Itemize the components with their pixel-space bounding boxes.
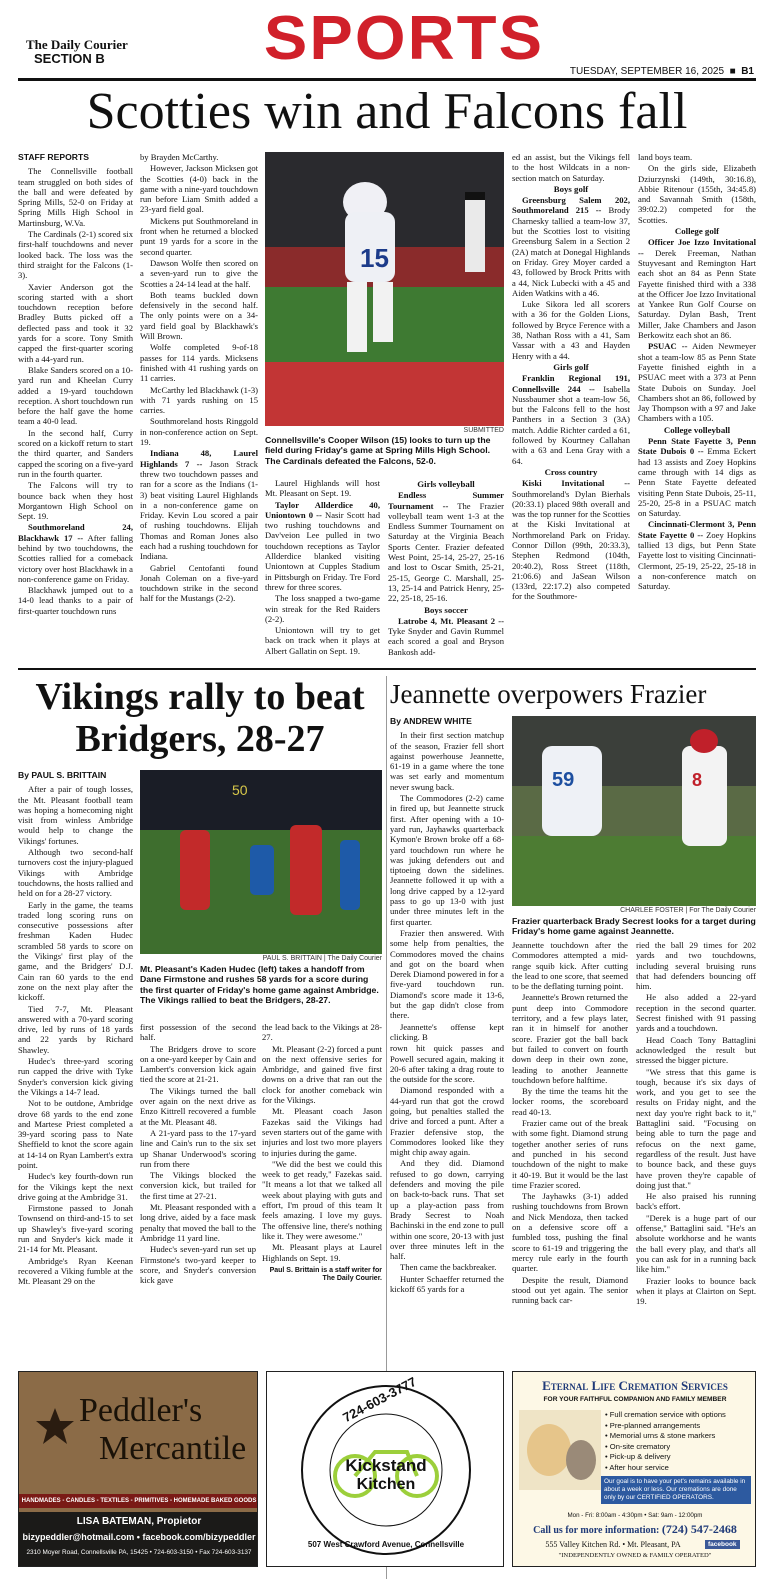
story1-photo-credit: SUBMITTED: [463, 427, 504, 434]
paragraph: Although two second-half turnovers cost the injury-plagued Vikings with Ambridge touchdowns, the hosts rallied and held on for a 28-27 victory.: [18, 847, 133, 899]
paragraph: the lead back to the Vikings at 28-27.: [262, 1022, 382, 1043]
paragraph: Greensburg Salem 202, Southmoreland 215 -- Brody Charnesky tallied a team-low 37, but the Scotties lost to visiting Greensburg Salem in a Section 2 (2A) match at Donegal Highlands on Friday. Grey Moyer carded a 43, followed by Brock Pritts with a 44, Nick Lubecki with a 45 and Aiden Watkins with a 46.: [512, 195, 630, 298]
paragraph: Latrobe 4, Mt. Pleasant 2 -- Tyke Snyder and Gavin Rummel each scored a goal and Bryson Bankosh add-: [388, 615, 504, 657]
paragraph: Frazier came out of the break with some fight. Diamond strung together another series of runs and punched in his second touchdown of the night to make it 40-19. But it would be the last time Frazier scored.: [512, 1118, 628, 1190]
paragraph: By the time the teams hit the locker rooms, the scoreboard read 40-13.: [512, 1086, 628, 1117]
paragraph: Mt. Pleasant coach Jason Fazekas said the Vikings had seven starters out of the game with injuries and lost two more players to injuries during the game.: [262, 1106, 382, 1158]
paragraph: Despite the result, Diamond stood out yet again. The senior running back car-: [512, 1274, 628, 1306]
paragraph: The Falcons will try to bounce back when they host Morgantown High School on Sept. 19.: [18, 480, 133, 522]
paragraph: He also added a 22-yard reception in the second quarter. Secrest finished with 91 passing yards and a touchdown.: [636, 992, 756, 1034]
paragraph: Frazier then answered. With some help from penalties, the Commodores moved the chains and got on the board when Derek Diamond powered in for a five-yard touchdown run. Diamond's score made it 13-6, but the gap didn't close from there.: [390, 927, 504, 1021]
paragraph: Early in the game, the teams traded long scoring runs on consecutive possessions after freshman Kaden Hudec scrambled 58 yards to score on the Vikings' first play of the game, and the Bridgers' D.J. Cain ran 60 yards to the end zone on the next play after the kickoff.: [18, 899, 133, 1003]
paragraph: After a pair of tough losses, the Mt. Pleasant football team was hoping a homecoming night visit from winless Ambridge would help to change the Vikings' fortunes.: [18, 784, 133, 846]
story1-col1: [18, 152, 133, 617]
peddlers-name-line2: Mercantile: [99, 1430, 247, 1467]
facebook-icon[interactable]: facebook: [705, 1540, 740, 1549]
story1-photo: [265, 152, 504, 426]
paragraph: Tied 7-7, Mt. Pleasant answered with a 70-yard scoring drive, led by runs of 18 yards and 22 yards by Richard Shawley.: [18, 1003, 133, 1055]
eternal-hours: Mon - Fri: 8:00am - 4:30pm • Sat: 9am - 12:00pm: [567, 1512, 703, 1519]
paragraph: The Jayhawks (3-1) added rushing touchdowns from Brown and Nick Mendoza, then tacked on a defensive score off a fumbled toss, pushing the final score to 61-19 and triggering the mercy rule early in the fourth quarter.: [512, 1191, 628, 1274]
peddlers-banner: HANDMADES - CANDLES - TEXTILES - PRIMITIVES - HOMEMADE BAKED GOODS: [19, 1494, 258, 1508]
paragraph: Hunter Schaeffer returned the kickoff 65 yards for a: [390, 1273, 504, 1295]
paragraph: Gabriel Centofanti found Jonah Coleman on a five-yard touchdown strike in the second half for the Mustangs (2-2).: [140, 562, 258, 604]
kickstand-name-line2: Kitchen: [356, 1476, 416, 1493]
paragraph: Jeannette's Brown returned the punt deep into Commodore territory, and a few plays later, ran it in himself for another score. Frazier got the ball back but failed to convert on fourth down deep in their own zone, leading to another Jeannette touchdown before halftime.: [512, 992, 628, 1085]
paragraph: Both teams buckled down defensively in the second half. The only points were on a 34-yard field goal by Blackhawk's Will Brown.: [140, 289, 258, 342]
eternal-address: 555 Valley Kitchen Rd. • Mt. Pleasant, PA: [545, 1540, 681, 1549]
paragraph: Jeannette touchdown after the Commodores attempted a mid-range squib kick. After cutting the lead to one score, that seemed to be the deflating turning point.: [512, 940, 628, 992]
paragraph: "Derek is a huge part of our offense," Battaglini said. "He's an absolute workhorse and he wants the ball every play, and that's all you can ask for in a running back like him.": [636, 1212, 756, 1275]
paragraph: Indiana 48, Laurel Highlands 7 -- Jason Strack threw two touchdown passes and ran for a score as the Indians (1-3) beat visiting Laurel Highlands in a non-conference game on Friday. Kevin Lou scored a pair of rushing touchdowns. Elijah Thomas and Roman Jones also each had a rushing touchdown for Indiana.: [140, 448, 258, 562]
story2-byline: By PAUL S. BRITTAIN: [18, 770, 107, 780]
story2-col1: [18, 770, 133, 1288]
paragraph: McCarthy led Blackhawk (1-3) with 71 yards rushing on 15 carries.: [140, 384, 258, 416]
story2-tagline: Paul S. Brittain is a staff writer for The Daily Courier.: [269, 1266, 382, 1283]
page-number: B1: [741, 66, 754, 77]
story1-col5: [512, 152, 630, 603]
paragraph: The Connellsville football team struggled on both sides of the ball and were defeated by Spring Mills, 52-0 on Friday at Spring Mills High School in Martinsburg, W.Va.: [18, 166, 133, 228]
paragraph: In the second half, Curry scored on a kickoff return to start the third quarter, and Sanders capped the scoring on a five-yard run in the fourth quarter.: [18, 427, 133, 479]
list-item: • Memorial urns & stone markers: [605, 1431, 716, 1441]
paragraph: first possession of the second half.: [140, 1022, 256, 1043]
list-item: • Pre-planned arrangements: [605, 1420, 701, 1430]
paragraph: The Vikings turned the ball over again on the next drive as Enzo Kittrell recovered a fumble at the Mt. Pleasant 48.: [140, 1085, 256, 1127]
svg-text:59: 59: [552, 769, 575, 791]
paragraph: Jeannette's offense kept clicking. B: [390, 1021, 504, 1042]
paragraph: Blackhawk jumped out to a 14-0 lead thanks to a pair of first-quarter touchdown runs: [18, 585, 133, 616]
story3-col1: [390, 716, 504, 1295]
story1-col6: [638, 152, 756, 592]
star-icon: [35, 1406, 75, 1446]
list-item: • On-site crematory: [605, 1441, 671, 1451]
subhead: Boys soccer: [424, 604, 468, 615]
paragraph: Dawson Wolfe then scored on a seven-yard run to give the Scotties a 24-14 lead at the half.: [140, 257, 258, 289]
sports-title: SPORTS: [263, 4, 545, 73]
section-label: SECTION B: [34, 51, 105, 66]
paragraph: Not to be outdone, Ambridge drove 68 yards to the end zone and Martese Priest completed a 39-yard scoring pass to Nate Sheffield to knot the score again at 14-14 on Ryan Lambert's extra point.: [18, 1098, 133, 1170]
subhead: College volleyball: [663, 424, 731, 435]
paragraph: Ambridge's Ryan Keenan recovered a Viking fumble at the Mt. Pleasant 29 on the: [18, 1255, 133, 1287]
story2-headline: Vikings rally to beat Bridgers, 28-27: [35, 676, 365, 760]
story2-photo: [140, 770, 382, 954]
story1-col3: [265, 478, 380, 657]
paragraph: Mt. Pleasant (2-2) forced a punt on the next offensive series for Ambridge, and gained five first downs on a drive that ran out the clock for another comeback win for the Vikings.: [262, 1043, 382, 1106]
paragraph: On the girls side, Elizabeth Dziurzynski (149th, 30:16.8), Abbie Ritenour (155th, 34:45.8) and Savannah Smith (158th, 39:02.2) competed for the Scotties.: [638, 163, 756, 225]
eternal-services: [605, 1410, 753, 1474]
subhead: Boys golf: [553, 183, 589, 194]
paragraph: Uniontown will try to get back on track when it plays at Albert Gallatin on Sept. 19.: [265, 625, 380, 656]
paragraph: The Commodores (2-2) came in fired up, but Jeannette struck first. After opening with a 10-yard run, Jayhawks quarterback Kymon'e Brown broke off a 68-yard touchdown run where he was juking defenders out and tiptoeing down the sidelines. Jeannette followed it up with a long drive capped by a 12-yard pass to go up 13-0 with just under three minutes left in the first quarter.: [390, 793, 504, 927]
pet-photo: [519, 1410, 601, 1490]
eternal-call[interactable]: [517, 1522, 753, 1537]
paragraph: In their first section matchup of the season, Frazier fell short against powerhouse Jeannette, 61-19 in a game where the tone was set early and momentum never swung back.: [390, 730, 504, 792]
eternal-goal: Our goal is to have your pet's remains available in about a week or less. Our cremations are done only by our CERTIFIED OPERATORS.: [601, 1476, 751, 1504]
paragraph: Firmstone passed to Jonah Townsend on third-and-15 to set up Shawley's five-yard scoring run and Snyder's kick made it 21-14 for Mt. Pleasant.: [18, 1203, 133, 1255]
eternal-title: Eternal Life Cremation Services: [542, 1378, 728, 1393]
peddlers-owner: LISA BATEMAN, Propietor: [76, 1516, 202, 1527]
paragraph: ried the ball 29 times for 202 yards and two touchdowns, including several bruising runs that had defenders bouncing off him.: [636, 940, 756, 992]
story1-byline: STAFF REPORTS: [18, 152, 89, 162]
kickstand-kitchen-ad[interactable]: [266, 1371, 504, 1567]
story1-caption: Connellsville's Cooper Wilson (15) looks to turn up the field during Friday's game at Spring Mills High School. The Cardinals defeated the Falcons, 52-0.: [265, 435, 491, 466]
paragraph: Then came the backbreaker.: [400, 1262, 497, 1273]
subhead: Cross country: [544, 466, 598, 477]
kickstand-address: 507 West Crawford Avenue, Connellsville: [307, 1540, 465, 1549]
story1-col2: [140, 152, 258, 605]
paragraph: Head Coach Tony Battaglini acknowledged the result but stressed the bigger picture.: [636, 1034, 756, 1066]
story3-headline: Jeannette overpowers Frazier: [390, 679, 707, 709]
paragraph: Luke Sikora led all scorers with a 36 for the Golden Lions, followed by Bryce Ference with a 38, Nathan Ross with a 41, Sam Vassar with a 43 and Hayden Henry with a 44.: [512, 299, 630, 361]
peddlers-contact[interactable]: bizypeddler@hotmail.com • facebook.com/bizypeddler: [22, 1532, 256, 1542]
eternal-subtitle: FOR YOUR FAITHFUL COMPANION AND FAMILY MEMBER: [543, 1396, 727, 1403]
paragraph: Hudec's key fourth-down run for the Vikings kept the next drive going at the Ambridge 31.: [18, 1171, 133, 1202]
paragraph: Diamond responded with a 44-yard run that got the crowd going, but penalties stalled the drive and forced a punt. After a Frazier defensive stop, the Commodores looked like they might chip away again.: [390, 1085, 504, 1158]
paragraph: Endless Summer Tournament -- The Frazier volleyball team went 1-3 at the Endless Summer Tournament on Saturday at the Virginia Beach Sports Center. Frazier defeated West Point, 25-14, 25-27, 25-16 and lost to Oscar Smith, 25-21, 25-15, George C. Marshall, 25-13, 25-14 and Patrick Henry, 25-22, 25-18, 25-16.: [388, 490, 504, 604]
svg-text:8: 8: [692, 770, 703, 790]
list-item: • Pick-up & delivery: [605, 1452, 671, 1462]
story3-caption: Frazier quarterback Brady Secrest looks for a target during Friday's home game against Jeannette.: [512, 916, 756, 937]
story3-photo: [512, 716, 756, 906]
eternal-tag: "INDEPENDENTLY OWNED & FAMILY OPERATED": [558, 1552, 712, 1559]
eternal-phone[interactable]: (724) 547-2468: [661, 1522, 737, 1536]
story1-headline: Scotties win and Falcons fall: [86, 83, 688, 140]
peddlers-address: 2310 Moyer Road, Connellsville PA, 15425 • 724-603-3150 • Fax 724-603-3137: [26, 1549, 252, 1556]
story3-byline: By ANDREW WHITE: [390, 716, 472, 726]
paragraph: Blake Sanders scored on a 10-yard run and Kheelan Curry added a 19-yard touchdown reception. A short touchdown run before the half gave the home team a 40-0 lead.: [18, 364, 133, 427]
subhead: College golf: [674, 226, 720, 237]
story2-col3: [262, 1022, 382, 1285]
paragraph: Taylor Allderdice 40, Uniontown 0 -- Nasir Scott had two rushing touchdowns and Dav'veion Lee pulled in two touchdown receptions as Taylor Allderdice blanked visiting Uniontown at Cupples Stadium in Pittsburgh on Friday. Tre Ford threw for three scores.: [265, 499, 380, 592]
paragraph: Southmoreland hosts Ringgold in non-conference action on Sept. 19.: [140, 416, 258, 448]
eternal-life-cremation-ad[interactable]: [512, 1371, 756, 1567]
paragraph: Mt. Pleasant responded with a long drive, aided by a face mask penalty that moved the ball to the Ambridge 11 yard line.: [140, 1202, 256, 1243]
kickstand-name-line1: Kickstand: [345, 1456, 427, 1475]
paragraph: land boys team.: [638, 152, 693, 162]
paragraph: by Brayden McCarthy.: [140, 152, 219, 162]
paragraph: Mt. Pleasant plays at Laurel Highlands on Sept. 19.: [262, 1242, 382, 1263]
story2-caption: Mt. Pleasant's Kaden Hudec (left) takes a handoff from Dane Firmstone and rushes 58 yards for a score during the first quarter of Friday's home game against Ambridge. The Vikings rallied to beat the Bridgers, 28-27.: [140, 964, 379, 1006]
peddlers-name-line1: Peddler's: [79, 1392, 203, 1429]
paragraph: Laurel Highlands will host Mt. Pleasant on Sept. 19.: [265, 478, 380, 499]
paragraph: Frazier looks to bounce back when it plays at Clairton on Sept. 19.: [636, 1275, 756, 1307]
peddlers-mercantile-ad[interactable]: [18, 1371, 258, 1567]
frazier-game-photo: [512, 716, 756, 906]
story1-col4: [388, 478, 504, 658]
paragraph: "We stress that this game is tough, because it's six days of work, and you get to see the results on Friday night, and the next day you're right back to it," Battaglini said. "Focusing on being able to turn the page and refocus on the next game, regardless of the result. Just have to bounce back, and these guys have proven they're capable of doing just that.": [636, 1066, 756, 1190]
paragraph: And they did. Diamond refused to go down, carrying defenders and moving the pile on back-to-back runs. That set up a play-action pass from Brady Secrest to Noah Bachinski in the end zone to pull within one score, 20-13 with just over three minutes left in the half.: [390, 1158, 504, 1262]
paragraph: Hudec's three-yard scoring run capped the drive with Tyke Snyder's conversion kick giving the Vikings a 14-7 lead.: [18, 1056, 133, 1097]
paragraph: Xavier Anderson got the scoring started with a short touchdown reception before Bradley Butts picked off a deflected pass and took it 32 yards for a score. Tony Smith capped the first-quarter scoring with a 44-yard run.: [18, 281, 133, 364]
vikings-game-photo: [140, 770, 382, 954]
paragraph: PSUAC -- Aiden Newmeyer shot a team-low 85 as Penn State Fayette finished eighth in a PSUAC meet with a 373 at Penn State Dubois on Sunday. Joel Chambers shot an 86, followed by Jay Thompson with a 97 and Jake Chambers with a 105.: [638, 341, 756, 424]
paragraph: Penn State Fayette 3, Penn State Dubois 0 -- Emma Eckert had 13 assists and Zoey Hopkins came through with 14 digs as Penn State Fayette defeated visiting Penn State Dubois, 25-11, 25-20, 25-8 in a PSUAC match on Saturday.: [638, 436, 757, 519]
paragraph: Franklin Regional 191, Connellsville 244 -- Isabella Nussbaumer shot a team-low 56, but the Falcons fell to the host Panthers in a Section 3 (3A) match. Addie Richter carded a 61, followed by Kourtney Callahan with a 63 and Lena Gray with a 64.: [512, 373, 630, 466]
paragraph: The Cardinals (2-1) scored six first-half touchdowns and never looked back. The loss was the third straight for the Falcons (1-3).: [18, 229, 133, 281]
date-line: TUESDAY, SEPTEMBER 16, 2025 ■ B1: [569, 66, 754, 77]
kickstand-phone[interactable]: 724-603-3777: [340, 1373, 419, 1426]
story2-photo-credit: PAUL S. BRITTAIN | The Daily Courier: [262, 955, 382, 962]
story3-col3: [636, 940, 756, 1307]
paragraph: A 21-yard pass to the 17-yard line and Cain's run to the six set up Shanar Underwood's scoring run from there: [140, 1127, 256, 1169]
subhead: Girls golf: [553, 361, 589, 372]
paragraph: The Bridgers drove to score on a one-yard keeper by Cain and Lambert's conversion kick again tied the score at 21-21.: [140, 1043, 256, 1085]
paper-name: The Daily Courier: [26, 37, 128, 52]
story3-photo-credit: CHARLEE FOSTER | For The Daily Courier: [620, 907, 756, 914]
section-divider: [18, 668, 756, 670]
story2-col2: [140, 1022, 256, 1286]
paragraph: Hudec's seven-yard run set up Firmstone's two-yard keeper to score, and Snyder's conversion kick gave: [140, 1244, 256, 1286]
svg-text:15: 15: [360, 243, 389, 273]
paragraph: ed an assist, but the Vikings fell to the host Wildcats in a non-section match on Saturday.: [512, 152, 630, 183]
subhead: Girls volleyball: [417, 479, 475, 489]
svg-text:50: 50: [232, 782, 248, 798]
paragraph: The Vikings blocked the conversion kick, but trailed for the first time at 27-21.: [140, 1170, 256, 1201]
list-item: • Full cremation service with options: [605, 1410, 726, 1419]
paragraph: "We did the best we could this week to get ready," Fazekas said. "It means a lot that we talked all week about playing with guts and effort, I'm proud of this team It feels amazing. I love my guys. The offensive line, there's nothing like it. They were awesome.": [262, 1158, 382, 1241]
list-item: • After hour service: [605, 1462, 669, 1472]
paragraph: rown hit quick passes and Powell secured again, making it 20-6 after taking a drag route to the outside for the score.: [390, 1043, 504, 1085]
paragraph: He also praised his running back's effort.: [636, 1191, 756, 1212]
paragraph: However, Jackson Micksen got the Scotties (4-0) back in the game with a nine-yard touchdown run before Liam Smith added a 23-yard field goal.: [140, 163, 258, 215]
paragraph: Wolfe completed 9-of-18 passes for 114 yards. Micksens finished with 41 rushing yards on 11 carries.: [140, 342, 258, 384]
paragraph: The loss snapped a two-game win streak for the Red Raiders (2-2).: [265, 593, 380, 624]
paragraph: Cincinnati-Clermont 3, Penn State Fayette 0 -- Zoey Hopkins tallied 13 digs, but Penn State Fayette lost to visiting Cincinnati-Clermont, 25-19, 25-22, 25-18 in a non-conference match on Saturday.: [638, 519, 756, 592]
paragraph: Mickens put Southmoreland in front when he returned a blocked punt 19 yards for a score in the second quarter.: [140, 215, 258, 257]
date: TUESDAY, SEPTEMBER 16, 2025: [569, 66, 725, 77]
paragraph: Southmoreland 24, Blackhawk 17 -- After falling behind by two touchdowns, the Scotties rallied for a comeback victory over host Blackhawk in a non-conference game on Friday.: [18, 522, 133, 584]
story3-col2: [512, 940, 628, 1306]
paragraph: Officer Joe Izzo Invitational -- Derek Freeman, Nathan Stuyvesant and Remington Hart each shot an 84 as Penn State Fayette finished third with a 338 at the Officer Joe Izzo Invitational at Yankee Run Golf Course on Saturday. Dylan Bash, Trent Miller, Jake Chambers and Jason Berkowitz each shot an 86.: [638, 237, 756, 341]
paragraph: Kiski Invitational -- Southmoreland's Dylan Bierhals (20:33.1) placed 98th overall and was the top runner for the Scotties at the Kiski Invitational at Northmoreland Park on Friday. Connor Dillon (99th, 20:33.3), Stephen Redmond (104th, 20:40.2), Ross Street (118th, 21:06.6) and JaSean Wilson (133rd, 22:17.2) also competed for the Southmore-: [512, 478, 630, 602]
football-player-photo: [265, 152, 504, 426]
call-label: Call us for more information:: [533, 1525, 660, 1536]
